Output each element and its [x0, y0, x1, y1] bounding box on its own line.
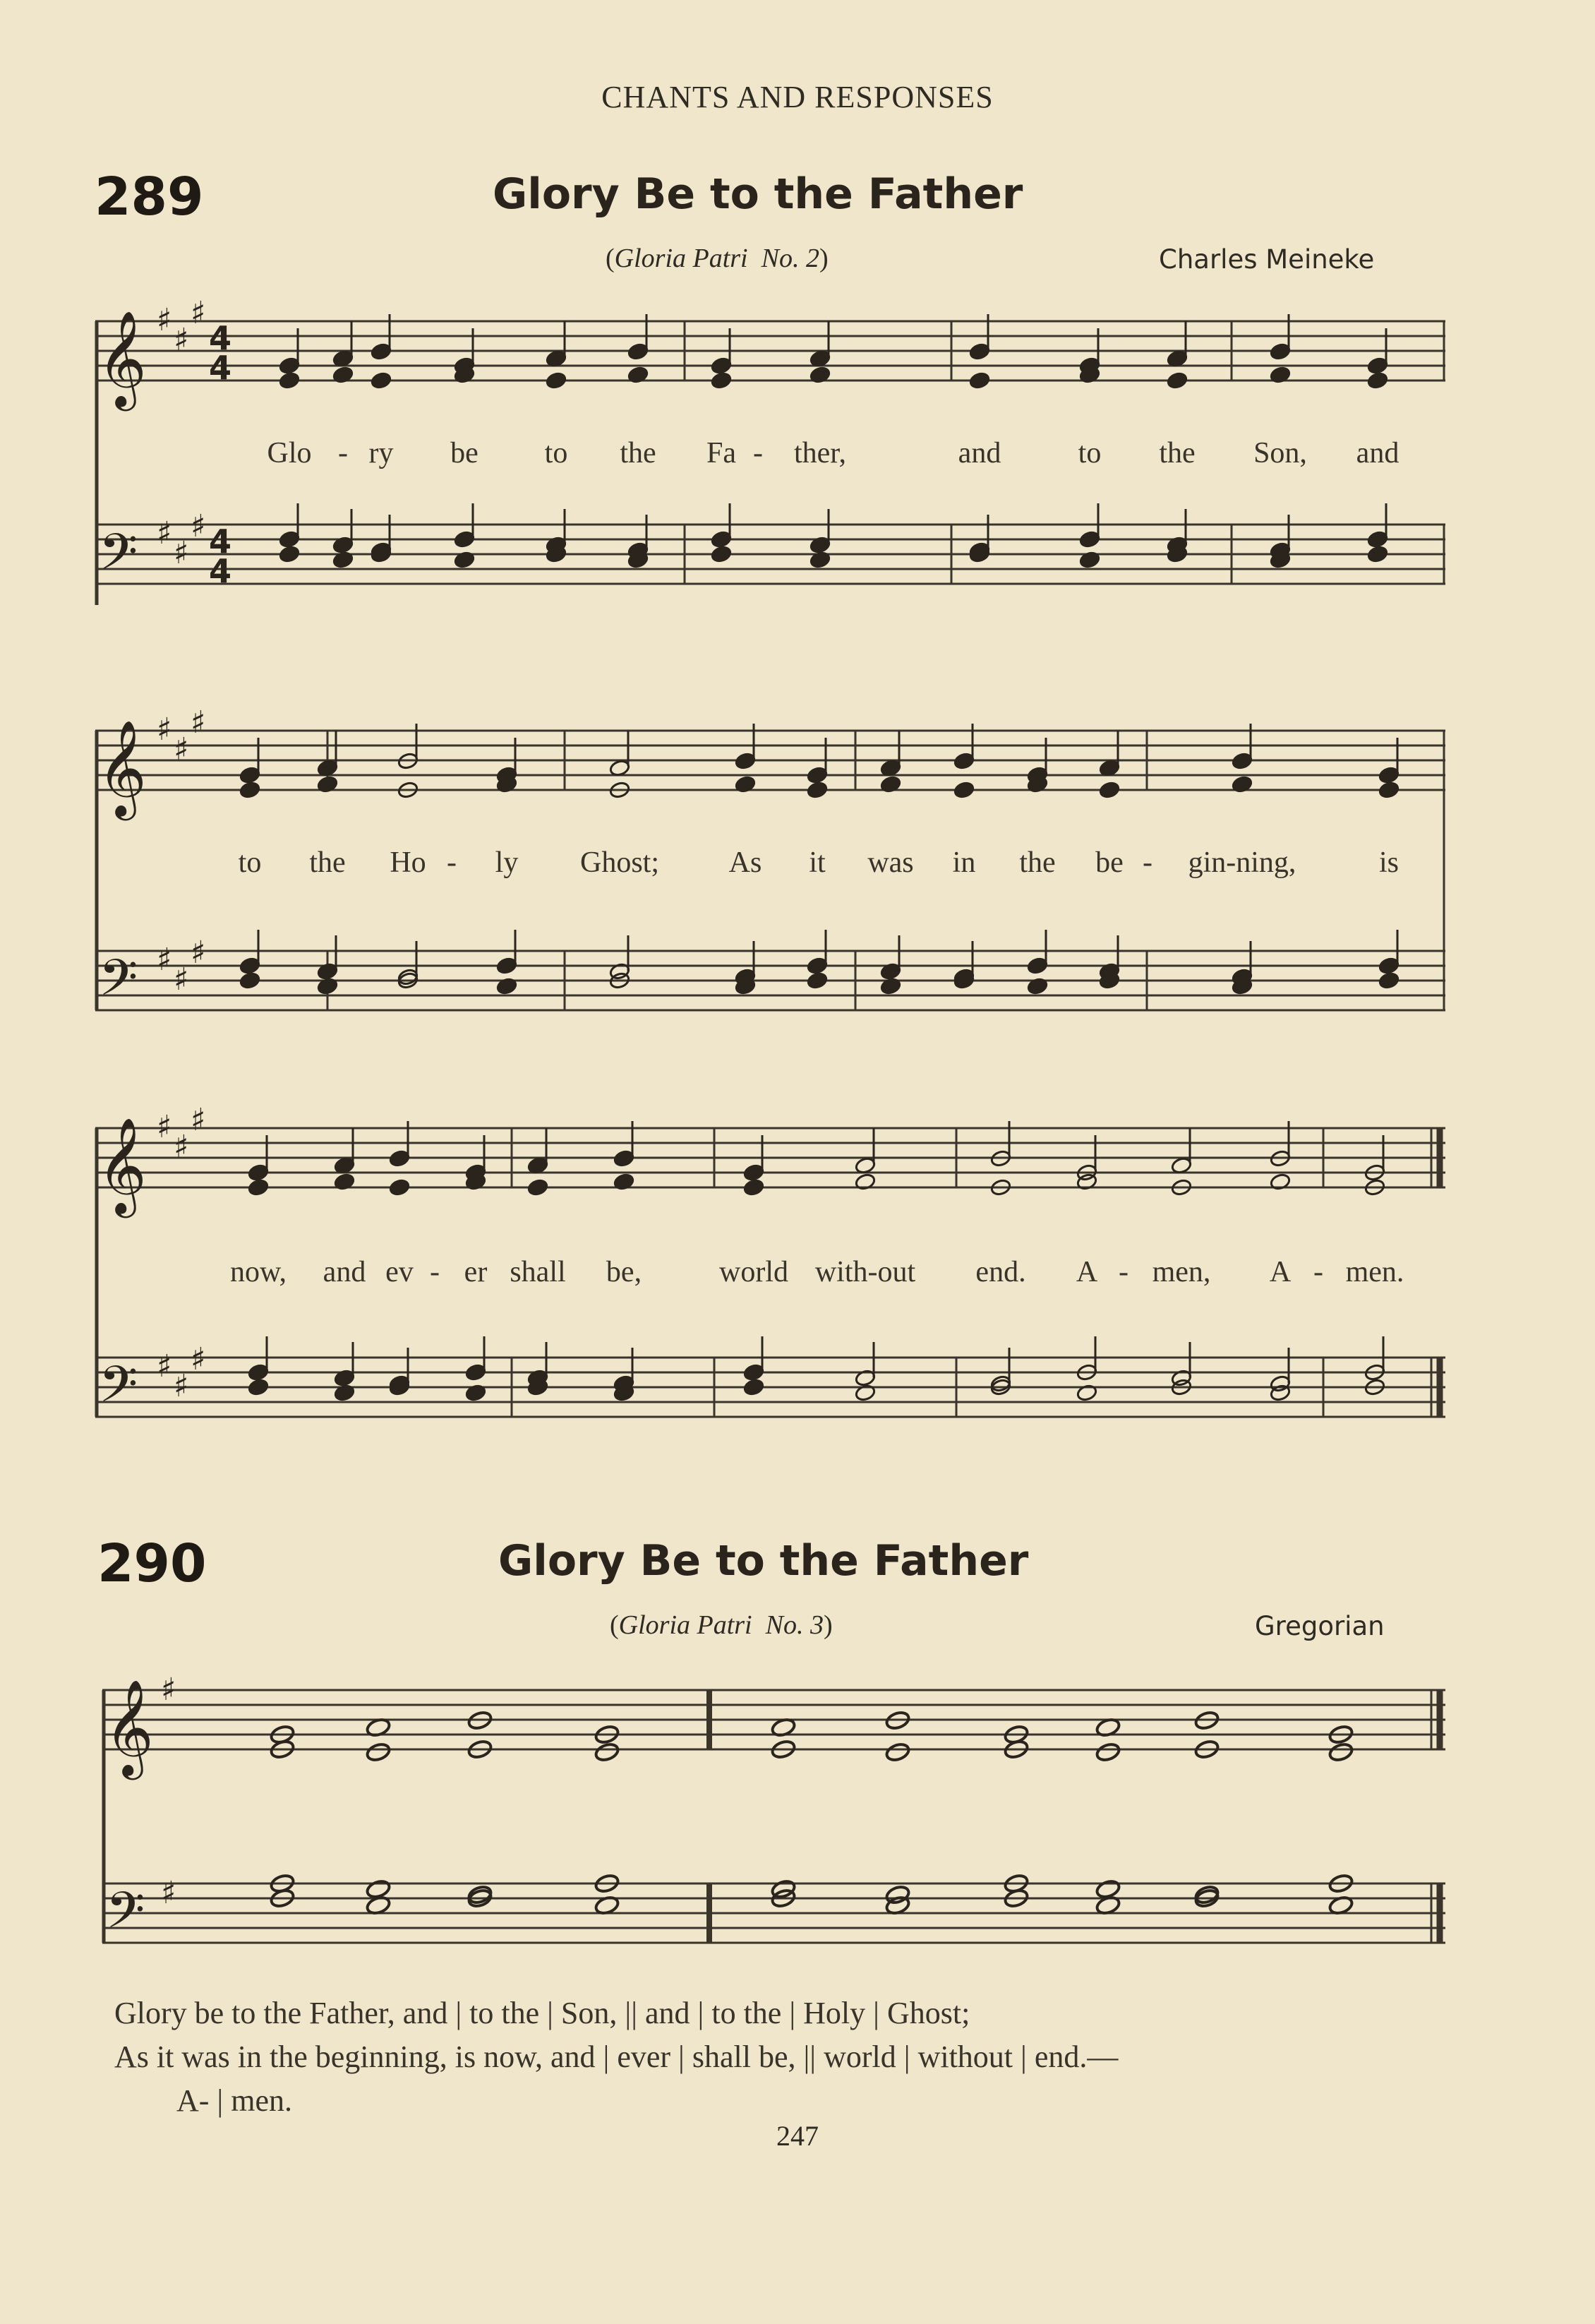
chant-text-line-1: Glory be to the Father, and | to the | Son, || and | to the | Holy | Ghost;	[114, 1996, 970, 2030]
lyric-syllable: the	[309, 846, 346, 879]
svg-text:♯: ♯	[174, 322, 189, 358]
svg-text:4: 4	[209, 552, 232, 590]
key-signature-sharp: ♯	[161, 1672, 176, 1708]
lyric-syllable: er	[464, 1256, 488, 1288]
svg-text:♯: ♯	[191, 508, 206, 544]
whole-note-head	[366, 1742, 392, 1763]
lyric-syllable: A	[1076, 1256, 1098, 1288]
lyric-syllable: Fa	[706, 437, 736, 469]
running-head: CHANTS AND RESPONSES	[601, 80, 994, 114]
treble-clef-icon: 𝄞	[97, 719, 147, 816]
lyric-syllable: be,	[606, 1256, 642, 1288]
subtitle-number: No. 3	[765, 1610, 824, 1640]
whole-note-head	[1095, 1742, 1121, 1763]
svg-text:♯: ♯	[157, 302, 172, 338]
key-signature-sharp: ♯	[161, 1875, 176, 1911]
chant-treble-staff	[102, 1690, 1445, 1749]
lyric-syllable: Ghost;	[579, 846, 660, 879]
subtitle-open-paren: (	[606, 244, 615, 273]
lyric-syllable: -	[1119, 1256, 1128, 1288]
lyric-syllable: to	[238, 846, 262, 879]
treble-clef-icon: 𝄞	[97, 1116, 147, 1214]
svg-text:♯: ♯	[191, 1341, 206, 1377]
lyric-syllable: and	[958, 437, 1001, 469]
lyric-syllable: it	[809, 846, 826, 879]
svg-text:♯: ♯	[191, 935, 206, 971]
whole-note-head	[366, 1879, 392, 1900]
lyric-syllable: men,	[1152, 1256, 1211, 1288]
lyric-syllable: the	[620, 437, 656, 469]
lyric-syllable: -	[753, 437, 763, 469]
hymn-289-title: Glory Be to the Father	[493, 169, 1023, 219]
lyric-syllable: As	[728, 846, 762, 879]
lyric-syllable: Glo	[267, 437, 312, 469]
lyric-syllable: shall	[510, 1256, 566, 1288]
svg-text:♯: ♯	[157, 942, 172, 978]
svg-text:♯: ♯	[191, 295, 206, 331]
page-number: 247	[776, 2120, 819, 2152]
subtitle-italic: Gloria Patri	[618, 1610, 752, 1640]
lyric-syllable: and	[1356, 437, 1400, 469]
lyric-syllable: -	[1143, 846, 1152, 879]
lyric-syllable: ev	[385, 1256, 414, 1288]
lyric-syllable: -	[430, 1256, 440, 1288]
svg-text:4: 4	[209, 319, 232, 357]
hymn-290-composer: Gregorian	[1255, 1611, 1385, 1641]
lyric-syllable: the	[1159, 437, 1196, 469]
lyric-syllable: was	[867, 846, 914, 879]
lyric-syllable: end.	[975, 1256, 1026, 1288]
lyric-syllable: with-out	[814, 1256, 916, 1288]
chant-text-line-2: As it was in the beginning, is now, and | ever | shall be, || world | without | end.—	[114, 2040, 1119, 2074]
hymn-290-number: 290	[97, 1533, 207, 1594]
svg-text:♯: ♯	[157, 712, 172, 748]
subtitle-italic: Gloria Patri	[614, 244, 748, 273]
chant-text-line-3: A- | men.	[176, 2083, 292, 2118]
bass-clef-icon: 𝄢	[99, 1355, 138, 1426]
svg-text:4: 4	[209, 522, 232, 561]
bass-clef-icon: 𝄢	[99, 523, 138, 594]
bass-clef-icon: 𝄢	[99, 949, 138, 1019]
svg-text:♯: ♯	[174, 962, 189, 998]
svg-text:4: 4	[209, 349, 232, 387]
hymn-290-title: Glory Be to the Father	[498, 1536, 1029, 1586]
lyric-syllable: is	[1378, 846, 1400, 879]
svg-text:♯: ♯	[174, 535, 189, 571]
svg-text:♯: ♯	[174, 731, 189, 767]
lyric-syllable: world	[719, 1256, 788, 1288]
lyric-syllable: Son,	[1253, 437, 1307, 469]
svg-text:♯: ♯	[191, 705, 206, 741]
treble-clef-icon: 𝄞	[104, 1678, 154, 1775]
subtitle-close-paren: )	[823, 1610, 833, 1640]
lyric-syllable: to	[544, 437, 568, 469]
whole-note-head	[1095, 1879, 1121, 1900]
lyric-syllable: be	[450, 437, 479, 469]
svg-text:♯: ♯	[157, 1109, 172, 1145]
subtitle-close-paren: )	[819, 244, 829, 273]
hymn-289-composer: Charles Meineke	[1159, 244, 1375, 275]
lyric-syllable: to	[1078, 437, 1102, 469]
lyric-syllable: gin-ning,	[1188, 846, 1296, 879]
lyric-syllable: the	[1019, 846, 1056, 879]
lyric-syllable: in	[952, 846, 976, 879]
whole-note-head	[1328, 1742, 1354, 1763]
lyric-syllable: be	[1095, 846, 1124, 879]
lyric-syllable: men.	[1345, 1256, 1404, 1288]
treble-clef-icon: 𝄞	[97, 309, 147, 407]
hymn-289-number: 289	[95, 167, 204, 227]
svg-text:♯: ♯	[174, 1368, 189, 1404]
subtitle-number: No. 2	[761, 244, 819, 273]
lyric-syllable: -	[338, 437, 348, 469]
lyric-syllable: ther,	[793, 437, 847, 469]
lyric-syllable: -	[447, 846, 457, 879]
svg-text:♯: ♯	[157, 515, 172, 551]
svg-text:♯: ♯	[174, 1129, 189, 1165]
whole-note-head	[594, 1742, 620, 1763]
bass-clef-icon: 𝄢	[106, 1881, 145, 1952]
lyric-syllable: A	[1269, 1256, 1292, 1288]
lyric-syllable: now,	[229, 1256, 287, 1288]
lyric-syllable: and	[323, 1256, 366, 1288]
whole-note-head	[885, 1742, 911, 1763]
lyric-syllable: Ho	[390, 846, 426, 879]
subtitle-open-paren: (	[610, 1610, 619, 1640]
svg-text:♯: ♯	[157, 1348, 172, 1384]
svg-text:♯: ♯	[191, 1102, 206, 1138]
lyric-syllable: -	[1313, 1256, 1323, 1288]
lyric-syllable: ly	[495, 846, 519, 879]
lyric-syllable: ry	[368, 437, 394, 469]
